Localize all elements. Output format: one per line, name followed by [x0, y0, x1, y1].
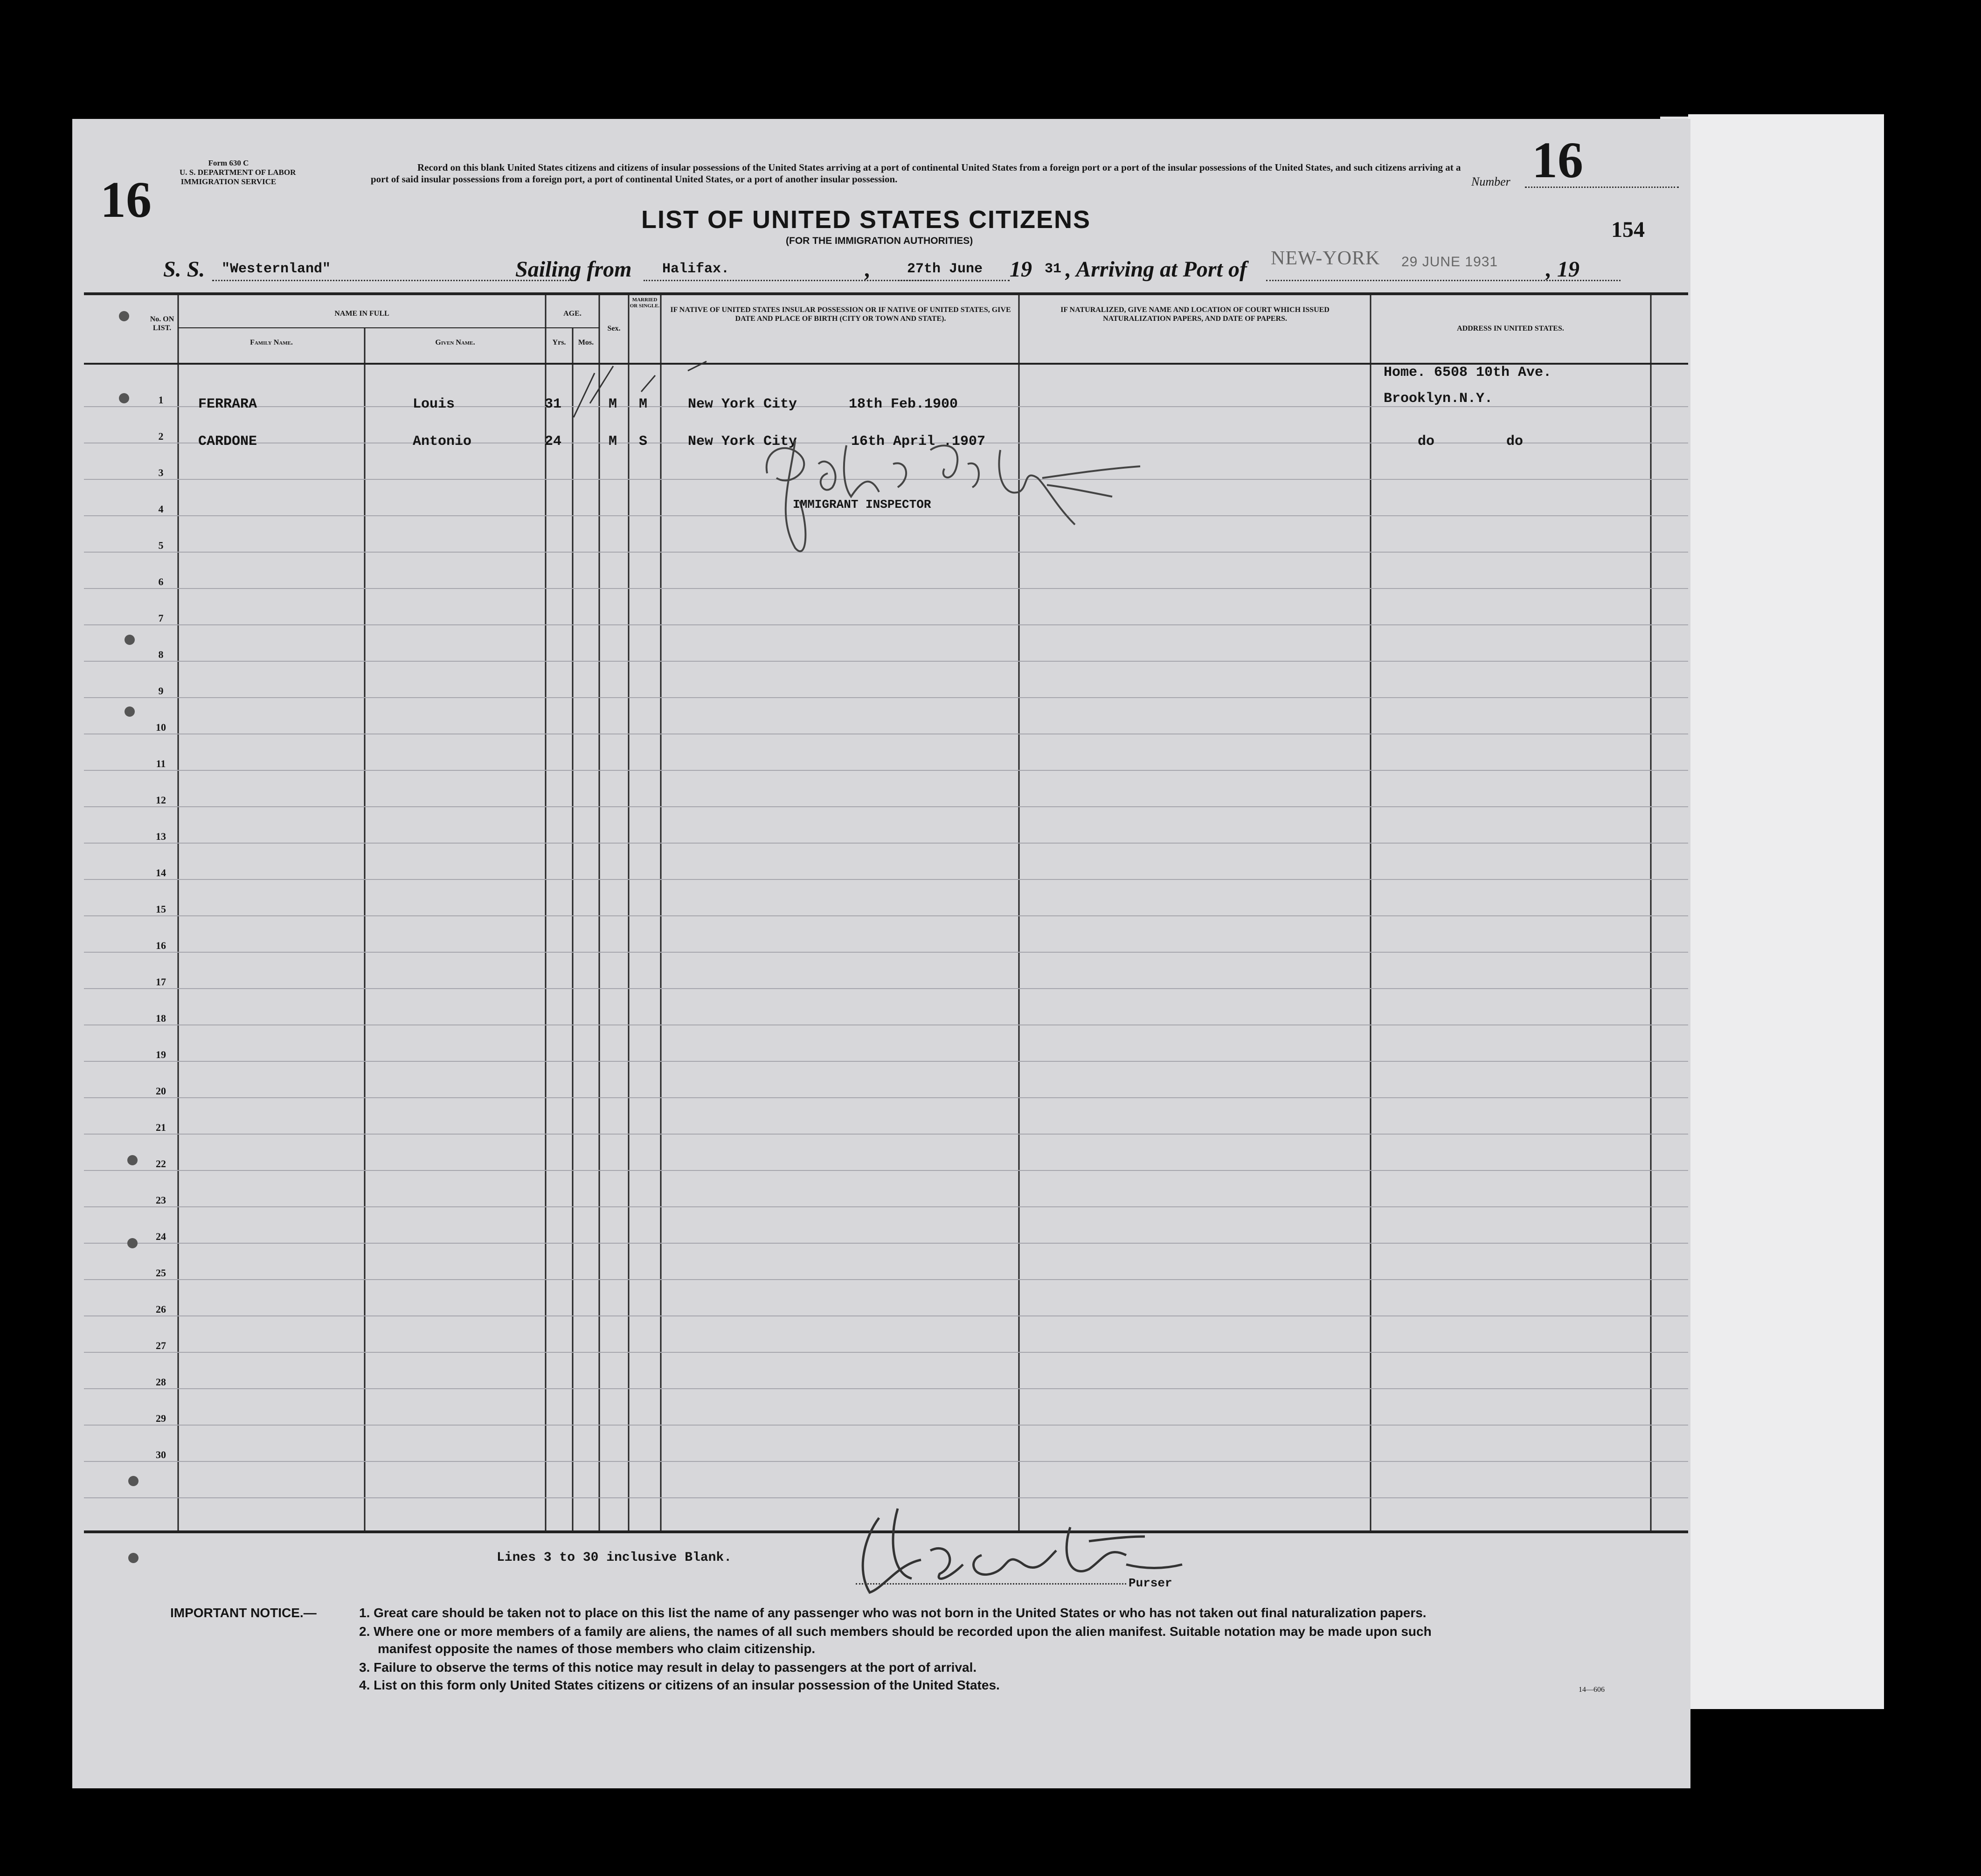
form-code: 14—606: [1579, 1686, 1605, 1694]
punch-hole: [127, 1155, 138, 1165]
row-number: 28: [156, 1376, 166, 1388]
col-birth: IF NATIVE OF UNITED STATES INSULAR POSSESSION OR IF NATIVE OF UNITED STATES, GIVE DATE AND PLACE OF BIRTH (CITY OR TOWN AND STATE).: [670, 306, 1011, 323]
row2-marital: S: [639, 434, 648, 450]
row1-sex: M: [609, 396, 617, 412]
row-number: 13: [156, 831, 166, 842]
row-number: 5: [158, 540, 164, 551]
row-lines: [84, 407, 1688, 1498]
row-number: 3: [158, 467, 164, 478]
row-number: 26: [156, 1303, 166, 1315]
sail-date: 27th June: [907, 261, 983, 277]
address-line-1: Home. 6508 10th Ave.: [1384, 365, 1552, 381]
sheet-number: 16: [100, 171, 152, 228]
punch-hole: [125, 635, 135, 645]
row2-given-name: Antonio: [413, 434, 472, 450]
row-number: 1: [158, 394, 164, 406]
row-number: 30: [156, 1449, 166, 1461]
col-given-name: Given Name.: [435, 339, 475, 346]
row-number: 2: [158, 430, 164, 442]
col-age: AGE.: [563, 310, 582, 318]
row-number: 22: [156, 1158, 166, 1170]
ship-name: "Westernland": [222, 261, 331, 277]
year-prefix-2: , 19: [1546, 257, 1579, 282]
manifest-sheet: [72, 119, 1690, 1788]
row2-address-ditto-a: do: [1418, 434, 1435, 450]
notice-1: 1. Great care should be taken not to place on this list the name of any passenger who was not born in the United States or who has not taken out final naturalization papers.: [359, 1606, 1427, 1620]
notice-4: 4. List on this form only United States citizens or citizens of an insular possession of the United States.: [359, 1678, 1000, 1692]
row-number: 9: [158, 685, 164, 697]
notice-2-cont: manifest opposite the names of those members who claim citizenship.: [378, 1641, 816, 1656]
year-prefix: 19: [1010, 257, 1032, 282]
inspector-signature: [720, 422, 1187, 562]
col-name-in-full: NAME IN FULL: [334, 310, 389, 318]
comma: ,: [865, 257, 871, 282]
purser-label: Purser: [1129, 1576, 1172, 1590]
address-line-2: Brooklyn.N.Y.: [1384, 391, 1493, 407]
col-mos: Mos.: [578, 339, 594, 346]
col-yrs: Yrs.: [552, 339, 566, 346]
row1-age: 31: [545, 396, 562, 412]
year-suffix: 31: [1045, 261, 1062, 277]
form-title: LIST OF UNITED STATES CITIZENS: [641, 206, 1091, 234]
punch-hole: [128, 1553, 139, 1563]
row-number: 25: [156, 1267, 166, 1279]
row-number: 14: [156, 867, 166, 879]
row-number: 7: [158, 612, 164, 624]
arriving-label: , Arriving at Port of: [1066, 257, 1247, 282]
row1-birthplace: New York City: [688, 396, 797, 412]
row-number: 20: [156, 1085, 166, 1097]
punch-hole: [128, 1476, 139, 1486]
col-naturalized: IF NATURALIZED, GIVE NAME AND LOCATION OF COURT WHICH ISSUED NATURALIZATION PAPERS, AND DATE OF PAPERS.: [1060, 306, 1330, 323]
notice-3: 3. Failure to observe the terms of this notice may result in delay to passengers at the port of arrival.: [359, 1660, 977, 1675]
row2-birthdate: 16th April .1907: [851, 434, 986, 450]
form-subtitle: (FOR THE IMMIGRATION AUTHORITIES): [786, 235, 973, 246]
row-number: 27: [156, 1340, 166, 1351]
row2-address-ditto-b: do: [1506, 434, 1524, 450]
row1-given-name: Louis: [413, 396, 455, 412]
sailing-from: Halifax.: [662, 261, 730, 277]
row2-age: 24: [545, 434, 562, 450]
row-number: 19: [156, 1049, 166, 1060]
back-sheet: [1688, 114, 1884, 1709]
row2-birthplace: New York City: [688, 434, 797, 450]
port-stamp: NEW-YORK: [1271, 248, 1380, 269]
department: U. S. DEPARTMENT OF LABOR: [180, 168, 296, 177]
row-number: 8: [158, 649, 164, 660]
row-number: 29: [156, 1412, 166, 1424]
date-stamp: 29 JUNE 1931: [1401, 254, 1498, 270]
ss-label: S. S.: [163, 257, 205, 282]
punch-hole: [119, 393, 129, 403]
row1-marital: M: [639, 396, 648, 412]
col-family-name: Family Name.: [250, 339, 293, 346]
sailing-label: Sailing from: [515, 257, 632, 282]
notice-title: IMPORTANT NOTICE.—: [170, 1606, 317, 1620]
col-married-single: MARRIED OR SINGLE.: [630, 297, 660, 309]
col-sex: Sex.: [607, 325, 621, 332]
row-number: 23: [156, 1194, 166, 1206]
row-number: 6: [158, 576, 164, 588]
row2-family-name: CARDONE: [198, 434, 257, 450]
punch-hole: [119, 311, 129, 321]
punch-hole: [125, 706, 135, 717]
inspector-label: IMMIGRANT INSPECTOR: [793, 498, 931, 512]
col-address: ADDRESS IN UNITED STATES.: [1457, 325, 1564, 332]
row-number: 4: [158, 503, 164, 515]
row-number: 10: [156, 721, 166, 733]
number-value: 16: [1532, 132, 1583, 188]
row-number: 16: [156, 940, 166, 951]
number-label: Number: [1471, 175, 1510, 188]
intro-text: Record on this blank United States citizens and citizens of insular possessions of the United States arriving at a port of continental United States from a foreign port or a port of the insular possessions of the United States, and such citizens arriving at a port of said insular possessions from a foreign port, a port of continental United States, or a port of another insular possession.: [371, 162, 1461, 185]
row2-sex: M: [609, 434, 617, 450]
row-number: 11: [156, 758, 166, 769]
row-number: 12: [156, 794, 166, 806]
notice-2: 2. Where one or more members of a family are aliens, the names of all such members should be recorded upon the alien manifest. Suitable notation may be made upon such: [359, 1624, 1432, 1639]
row-number: 24: [156, 1231, 166, 1242]
service: IMMIGRATION SERVICE: [180, 177, 277, 186]
punch-hole: [127, 1238, 138, 1248]
page-number: 154: [1611, 217, 1645, 242]
row-number: 18: [156, 1012, 166, 1024]
col-no: No. ON LIST.: [150, 315, 174, 332]
row1-family-name: FERRARA: [198, 396, 257, 412]
row-number: 21: [156, 1121, 166, 1133]
blank-lines-note: Lines 3 to 30 inclusive Blank.: [497, 1551, 732, 1565]
form-number: Form 630 C: [208, 159, 249, 167]
row-number: 17: [156, 976, 166, 988]
row1-birthdate: 18th Feb.1900: [849, 396, 958, 412]
row-number: 15: [156, 903, 166, 915]
row-number-list: [147, 394, 177, 1485]
